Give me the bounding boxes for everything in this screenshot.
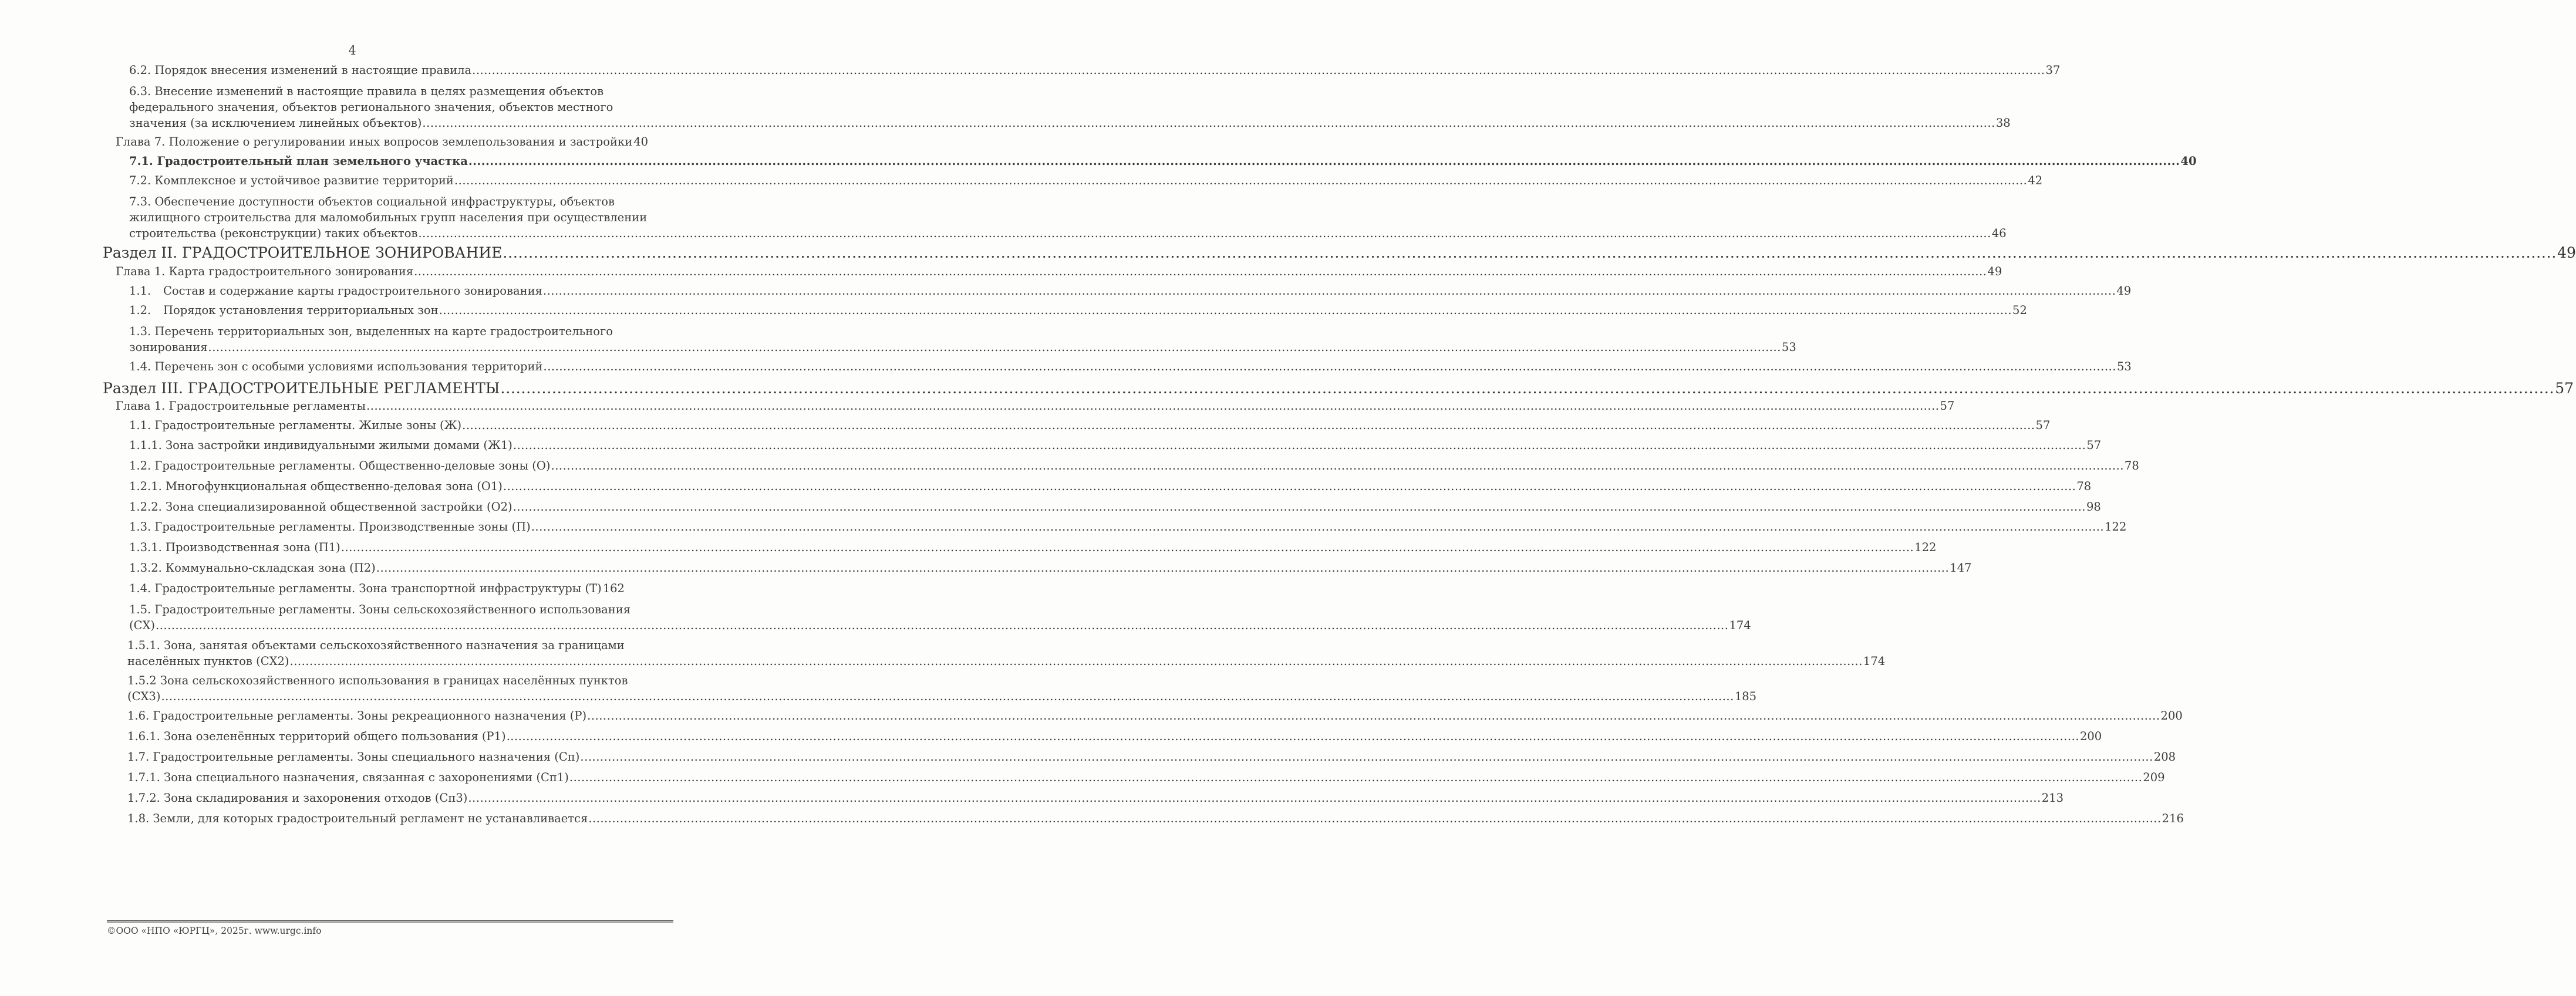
toc-entry [129,478,2092,494]
toc-entry [129,437,2102,453]
toc-page-number: 200 [2160,709,2183,722]
toc-entry-title-line: 6.3. Внесение изменений в настоящие правила в целях размещения объектов [129,85,604,98]
toc-entry-row [129,499,2101,515]
toc-entry-title: 1.2.1. Многофункциональная общественно-деловая зона (О1) [129,480,503,493]
dot-leader: ................................................................................................................................................................................................................................................................................................................................................................................................................ [531,520,2105,534]
toc-entry-title: Раздел II. ГРАДОСТРОИТЕЛЬНОЕ ЗОНИРОВАНИЕ [103,244,503,261]
toc-entry [129,323,1796,355]
toc-entry-row [129,62,2061,78]
toc-entry-row [127,769,2165,785]
toc-entry-title: 1.6. Градостроительные регламенты. Зоны рекреационного назначения (Р) [127,709,587,722]
toc-entry-title: 6.2. Порядок внесения изменений в настоящие правила [129,63,472,77]
toc-entry [129,194,2007,241]
toc-page-number: 122 [1914,541,1937,554]
dot-leader: ................................................................................................................................................................................................................................................................................................................................................................................................................ [588,812,2162,825]
toc-entry-row [129,115,2011,131]
toc-entry-title: Раздел III. ГРАДОСТРОИТЕЛЬНЫЕ РЕГЛАМЕНТЫ [103,380,500,397]
toc-page-number: 53 [2116,360,2132,373]
toc-entry-row [129,617,1751,633]
dot-leader: ................................................................................................................................................................................................................................................................................................................................................................................................................ [289,654,1863,668]
toc-entry-row [129,225,2007,241]
toc-entry [129,153,2197,169]
toc-page-number: 162 [602,582,625,595]
dot-leader: ................................................................................................................................................................................................................................................................................................................................................................................................................ [472,63,2045,77]
toc-entry-title: 1.7. Градостроительные регламенты. Зоны специального назначения (Сп) [127,750,580,764]
dot-leader: ................................................................................................................................................................................................................................................................................................................................................................................................................ [512,500,2086,514]
toc-entry-title: 1.4. Перечень зон с особыми условиями использования территорий [129,360,543,373]
toc-entry-title: Глава 1. Градостроительные регламенты [116,399,366,413]
toc-entry-title: 1.7.2. Зона складирования и захоронения отходов (Сп3) [127,791,468,805]
toc-page-number: 46 [1991,227,2007,240]
toc-entry-title: 1.2. Градостроительные регламенты. Общественно-деловые зоны (О) [129,459,551,472]
toc-page-number: 53 [1781,340,1796,354]
dot-leader: ................................................................................................................................................................................................................................................................................................................................................................................................................ [156,619,1729,632]
toc-entry [127,769,2165,785]
toc-entry [129,359,2132,374]
dot-leader: ................................................................................................................................................................................................................................................................................................................................................................................................................ [414,265,1987,278]
toc-entry-title: Глава 7. Положение о регулировании иных вопросов землепользования и застройки [116,135,633,148]
toc-page-number: 216 [2162,812,2184,825]
toc-entry [127,811,2184,826]
toc-page-number: 49 [2557,244,2576,261]
toc-entry-row [129,560,1972,576]
toc-page-number: 52 [2012,303,2027,317]
toc-entry-row [129,539,1937,555]
toc-entry-title: 1.1. Градостроительные регламенты. Жилые зоны (Ж) [129,418,462,432]
toc-entry-row [129,478,2092,494]
dot-leader: ................................................................................................................................................................................................................................................................................................................................................................................................................ [376,561,1950,575]
toc-entry-title: населённых пунктов (СХ2) [127,654,289,668]
toc-entry [129,458,2139,474]
toc-entry-row [129,417,2051,433]
toc-entry-title-line: 1.5. Градостроительные регламенты. Зоны сельскохозяйственного использования [129,603,630,616]
toc-entry-number: 1.2. [129,303,151,317]
dot-leader: ................................................................................................................................................................................................................................................................................................................................................................................................................ [439,303,2012,317]
dot-leader: ................................................................................................................................................................................................................................................................................................................................................................................................................ [462,418,2035,432]
toc-entry [129,62,2061,78]
toc-entry-row [127,708,2183,724]
toc-entry-title: строительства (реконструкции) таких объектов [129,227,418,240]
toc-entry-title: Глава 1. Карта градостроительного зонирования [116,265,414,278]
toc-page-number: 49 [1987,265,2002,278]
toc-entry-row [116,264,2002,279]
toc-entry-row [127,653,1886,669]
toc-entry-row [129,437,2102,453]
toc-page-number: 38 [1995,116,2011,130]
toc-entry [127,728,2102,744]
dot-leader: ................................................................................................................................................................................................................................................................................................................................................................................................................ [340,541,1914,554]
dot-leader: ................................................................................................................................................................................................................................................................................................................................................................................................................ [503,244,2557,261]
dot-leader: ................................................................................................................................................................................................................................................................................................................................................................................................................ [422,116,1995,130]
toc-entry-row [103,244,2576,262]
toc-section-entry [103,380,2574,397]
toc-entry-row [129,519,2127,535]
dot-leader: ................................................................................................................................................................................................................................................................................................................................................................................................................ [418,227,1991,240]
dot-leader: ................................................................................................................................................................................................................................................................................................................................................................................................................ [161,690,1734,703]
toc-page-number: 57 [2035,418,2051,432]
footer-copyright: ©ООО «НПО «ЮРГЦ», 2025г. www.urgc.info [107,926,322,936]
toc-entry-row [127,688,1757,704]
toc-entry [129,539,1937,555]
toc-entry-title: 1.4. Градостроительные регламенты. Зона транспортной инфраструктуры (Т) [129,582,602,595]
toc-entry-row [129,302,2027,318]
dot-leader: ................................................................................................................................................................................................................................................................................................................................................................................................................ [569,771,2143,784]
toc-page-number: 174 [1863,654,1886,668]
toc-entry-title: значения (за исключением линейных объектов) [129,116,422,130]
toc-entry-title: (СХ3) [127,690,161,703]
toc-page-number: 40 [633,135,649,148]
toc-entry-title-line: 7.3. Обеспечение доступности объектов социальной инфраструктуры, объектов [129,195,615,208]
dot-leader: ................................................................................................................................................................................................................................................................................................................................................................................................................ [366,399,1940,413]
toc-entry-title: 1.6.1. Зона озеленённых территорий общего пользования (Р1) [127,730,506,743]
toc-page-number: 174 [1729,619,1751,632]
toc-page-number: 57 [2086,438,2102,452]
toc-page-number: 42 [2028,174,2043,187]
toc-page-number: 57 [1940,399,1955,413]
toc-entry-title: 1.3.2. Коммунально-складская зона (П2) [129,561,376,575]
toc-page-number: 57 [2555,380,2574,397]
dot-leader: ................................................................................................................................................................................................................................................................................................................................................................................................................ [580,750,2153,764]
toc-entry-row [127,790,2064,806]
dot-leader: ................................................................................................................................................................................................................................................................................................................................................................................................................ [503,480,2076,493]
dot-leader: ................................................................................................................................................................................................................................................................................................................................................................................................................ [500,380,2555,397]
toc-entry-row [127,728,2102,744]
toc-page-number: 209 [2143,771,2165,784]
dot-leader: ................................................................................................................................................................................................................................................................................................................................................................................................................ [543,360,2116,373]
toc-entry-row [129,173,2043,188]
toc-entry [129,283,2132,299]
toc-entry-title-line: жилищного строительства для маломобильных групп населения при осуществлении [129,211,648,224]
dot-leader: ................................................................................................................................................................................................................................................................................................................................................................................................................ [454,174,2028,187]
toc-page-number: 185 [1734,690,1757,703]
toc-entry [129,417,2051,433]
footer-divider [107,920,673,923]
toc-entry-row [127,749,2176,765]
toc-entry-title-line: 1.3. Перечень территориальных зон, выделенных на карте градостроительного [129,325,613,338]
toc-entry [129,499,2101,515]
toc-entry-title-text: Порядок установления территориальных зон [163,303,439,317]
toc-entry-row [116,398,1955,414]
toc-entry [116,264,2002,279]
toc-entry-title: 1.7.1. Зона специального назначения, связанная с захоронениями (Сп1) [127,771,569,784]
dot-leader: ................................................................................................................................................................................................................................................................................................................................................................................................................ [542,284,2116,298]
toc-entry [127,673,1757,704]
toc-entry-title: 1.8. Земли, для которых градостроительный регламент не устанавливается [127,812,588,825]
toc-entry [127,637,1886,669]
toc-entry-title-line: федерального значения, объектов регионального значения, объектов местного [129,100,613,114]
toc-entry [129,302,2027,318]
toc-entry [129,560,1972,576]
toc-entry-row [129,283,2132,299]
toc-entry [129,602,1751,633]
toc-entry-row [127,811,2184,826]
toc-entry-title-line: 1.5.1. Зона, занятая объектами сельскохозяйственного назначения за границами [127,639,625,652]
dot-leader: ................................................................................................................................................................................................................................................................................................................................................................................................................ [512,438,2086,452]
toc-entry-row [103,380,2574,397]
toc-entry-title-line: 1.5.2 Зона сельскохозяйственного использования в границах населённых пунктов [127,674,628,687]
toc-entry-title [129,302,439,318]
toc-entry-title: 1.1.1. Зона застройки индивидуальными жилыми домами (Ж1) [129,438,512,452]
toc-entry-title: 7.1. Градостроительный план земельного участка [129,154,468,168]
toc-page-number: 122 [2105,520,2127,534]
toc-entry-title: 1.3. Градостроительные регламенты. Производственные зоны (П) [129,520,531,534]
toc-page-number: 98 [2086,500,2101,514]
toc-entry-title: (СХ) [129,619,156,632]
toc-entry [129,519,2127,535]
toc-page-number: 49 [2116,284,2132,298]
toc-entry-row [129,339,1796,355]
toc-entry-title: 7.2. Комплексное и устойчивое развитие территорий [129,174,454,187]
dot-leader: ................................................................................................................................................................................................................................................................................................................................................................................................................ [468,154,2180,168]
toc-entry-row [129,580,625,596]
toc-page-number: 213 [2041,791,2064,805]
toc-entry [116,398,1955,414]
toc-entry [127,749,2176,765]
toc-page-number: 208 [2153,750,2176,764]
toc-page-number: 78 [2124,459,2139,472]
toc-entry [127,790,2064,806]
toc-entry [116,134,649,150]
page-number: 4 [348,43,356,58]
toc-entry-title: зонирования [129,340,208,354]
toc-entry-row [129,153,2197,169]
dot-leader: ................................................................................................................................................................................................................................................................................................................................................................................................................ [551,459,2124,472]
dot-leader: ................................................................................................................................................................................................................................................................................................................................................................................................................ [506,730,2079,743]
toc-section-entry [103,244,2576,262]
toc-entry-title: 1.2.2. Зона специализированной общественной застройки (О2) [129,500,512,514]
toc-entry-title [129,283,542,299]
toc-entry-row [129,359,2132,374]
toc-page-number: 200 [2079,730,2102,743]
toc-entry-number: 1.1. [129,284,151,298]
toc-entry-title-text: Состав и содержание карты градостроительного зонирования [163,284,542,298]
toc-page-number: 78 [2076,480,2092,493]
toc-entry [127,708,2183,724]
toc-entry-row [116,134,649,150]
toc-entry [129,173,2043,188]
toc-page-number: 40 [2180,154,2197,168]
toc-entry [129,580,625,596]
dot-leader: ................................................................................................................................................................................................................................................................................................................................................................................................................ [468,791,2041,805]
toc-entry [129,83,2011,131]
toc-entry-row [129,458,2139,474]
toc-page-number: 147 [1950,561,1972,575]
dot-leader: ................................................................................................................................................................................................................................................................................................................................................................................................................ [208,340,1781,354]
dot-leader: ................................................................................................................................................................................................................................................................................................................................................................................................................ [587,709,2160,722]
toc-entry-title: 1.3.1. Производственная зона (П1) [129,541,340,554]
toc-page-number: 37 [2045,63,2061,77]
